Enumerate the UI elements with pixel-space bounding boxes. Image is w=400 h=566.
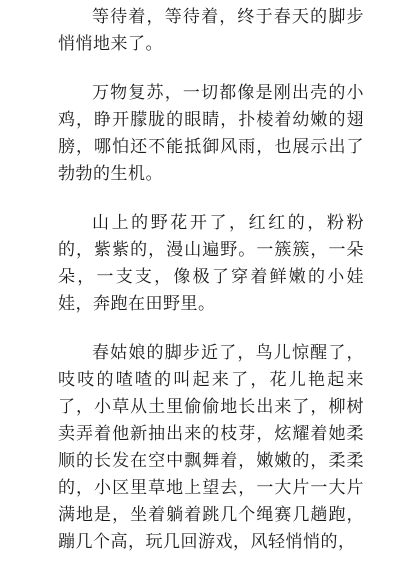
paragraph-2: 万物复苏，一切都像是刚出壳的小鸡，睁开朦胧的眼睛，扑棱着幼嫩的翅膀，哪怕还不能抵御风雨，也展示出了勃勃的生机。 (58, 83, 364, 184)
paragraph-gap (58, 318, 364, 340)
document-body (58, 4, 364, 556)
paragraph-3: 山上的野花开了，红红的，粉粉的，紫紫的，漫山遍野。一簇簇，一朵朵，一支支，像极了穿着鲜嫩的小娃娃，奔跑在田野里。 (58, 213, 364, 314)
paragraph-gap (58, 188, 364, 210)
paragraph-gap (58, 58, 364, 80)
paragraph-4: 春姑娘的脚步近了，鸟儿惊醒了，吱吱的喳喳的叫起来了，花儿艳起来了，小草从土里偷偷地长出来了，柳树卖弄着他新抽出来的枝芽，炫耀着她柔顺的长发在空中飘舞着，嫩嫩的，柔柔的，小区里草地上望去，一大片一大片满地是，坐着躺着跳几个绳赛几趟跑，蹦几个高，玩几回游戏，风轻悄悄的， (58, 343, 364, 552)
paragraph-1: 等待着，等待着，终于春天的脚步悄悄地来了。 (58, 7, 364, 54)
